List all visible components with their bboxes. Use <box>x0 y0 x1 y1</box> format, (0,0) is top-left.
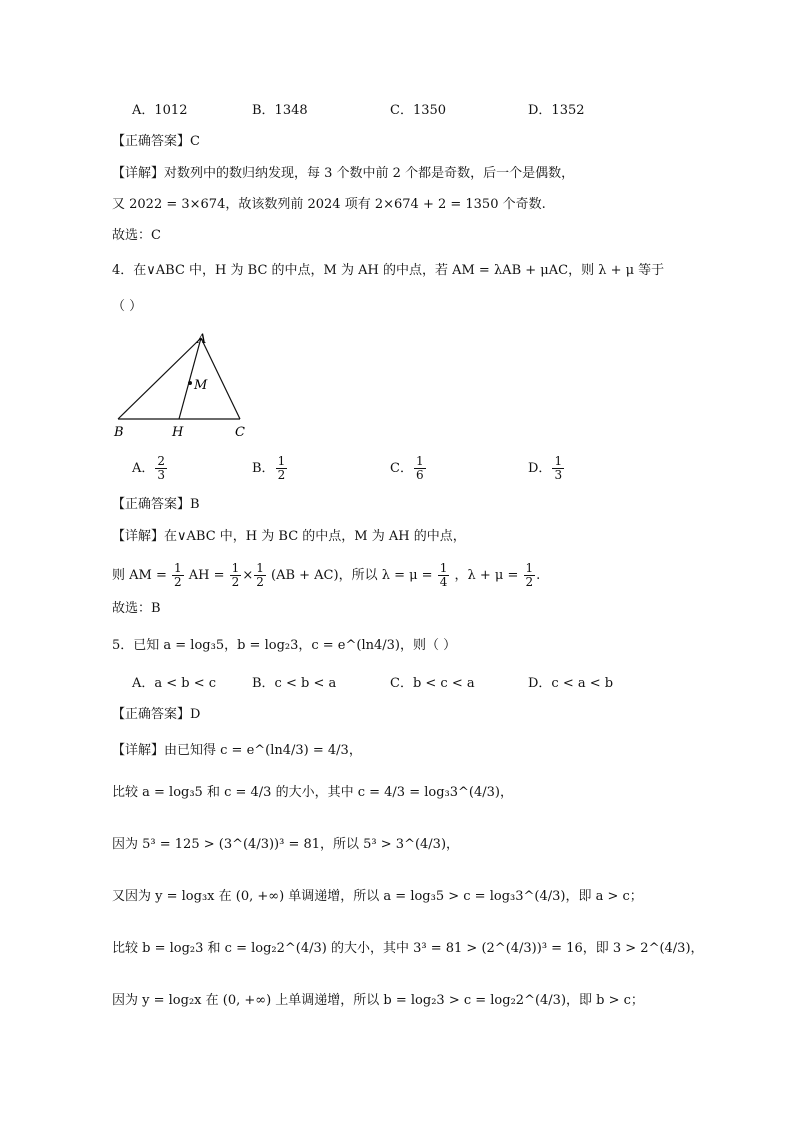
q3-detail-1: 【详解】对数列中的数归纳发现，每 3 个数中前 2 个都是奇数，后一个是偶数， <box>112 166 575 181</box>
q5-detail-6: 因为 y = log₂x 在 (0, +∞) 上单调递增，所以 b = log₂3 > c = log₂2^(4/3)，即 b > c； <box>112 993 644 1008</box>
q5-detail-3: 因为 5³ = 125 > (3^(4/3))³ = 81，所以 5³ > 3^(4/3)， <box>112 837 460 852</box>
label-a: A <box>197 332 207 347</box>
q5-option-b: B．c < b < a <box>252 676 337 691</box>
q3-answer: 【正确答案】C <box>112 134 200 149</box>
q5-detail-4: 又因为 y = log₃x 在 (0, +∞) 单调递增，所以 a = log₃5 > c = log₃3^(4/3)，即 a > c； <box>112 889 643 904</box>
q5-stem: 5．已知 a = log₃5，b = log₂3，c = e^(ln4/3)，则（ ） <box>112 638 457 653</box>
q5-answer: 【正确答案】D <box>112 707 201 722</box>
q4-option-b: B． $\frac{1}{2}$ <box>252 454 286 482</box>
q5-detail-1: 【详解】由已知得 c = e^(ln4/3) = 4/3， <box>112 743 362 758</box>
q3-detail-2: 又 2022 = 3×674，故该数列前 2024 项有 2×674 + 2 = 1350 个奇数. <box>112 197 546 212</box>
q4-detail-2: 则 AM = $\frac{1}{2}$ AH = $\frac{1}{2}$ × $\frac{1}{2}$ (AB + AC)，所以 λ = μ = $\frac{1}{4}$ ，λ + μ = $\frac{1}{2}$ . <box>112 561 541 589</box>
q5-detail-2: 比较 a = log₃5 和 c = 4/3 的大小，其中 c = 4/3 = log₃3^(4/3)， <box>112 785 513 800</box>
q4-detail-1: 【详解】在∨ABC 中，H 为 BC 的中点，M 为 AH 的中点， <box>112 529 466 544</box>
q3-option-c: C．1350 <box>390 103 447 118</box>
q4-option-a: A． $\frac{2}{3}$ <box>132 454 166 482</box>
q4-stem: 4．在∨ABC 中，H 为 BC 的中点，M 为 AH 的中点，若 AM = λAB + μAC，则 λ + μ 等于 <box>112 263 665 278</box>
q3-conclusion: 故选：C <box>112 228 161 243</box>
label-c: C <box>235 425 245 440</box>
label-b: B <box>114 425 124 440</box>
label-h: H <box>172 425 184 440</box>
q4-option-c: C． $\frac{1}{6}$ <box>390 454 424 482</box>
triangle-figure <box>108 330 258 445</box>
point-m <box>188 381 192 385</box>
side-ab <box>118 338 201 419</box>
q3-option-a: A．1012 <box>132 103 188 118</box>
q5-option-c: C．b < c < a <box>390 676 475 691</box>
q5-detail-5: 比较 b = log₂3 和 c = log₂2^(4/3) 的大小，其中 3³ = 81 > (2^(4/3))³ = 16，即 3 > 2^(4/3)， <box>112 941 704 956</box>
q4-stem-paren: （ ） <box>112 299 143 314</box>
q4-option-d: D． $\frac{1}{3}$ <box>528 454 563 482</box>
q5-option-d: D．c < a < b <box>528 676 614 691</box>
q5-option-a: A．a < b < c <box>132 676 217 691</box>
label-m: M <box>194 378 208 393</box>
q3-option-b: B．1348 <box>252 103 308 118</box>
q4-conclusion: 故选：B <box>112 601 161 616</box>
q3-option-d: D．1352 <box>528 103 585 118</box>
q4-answer: 【正确答案】B <box>112 497 200 512</box>
